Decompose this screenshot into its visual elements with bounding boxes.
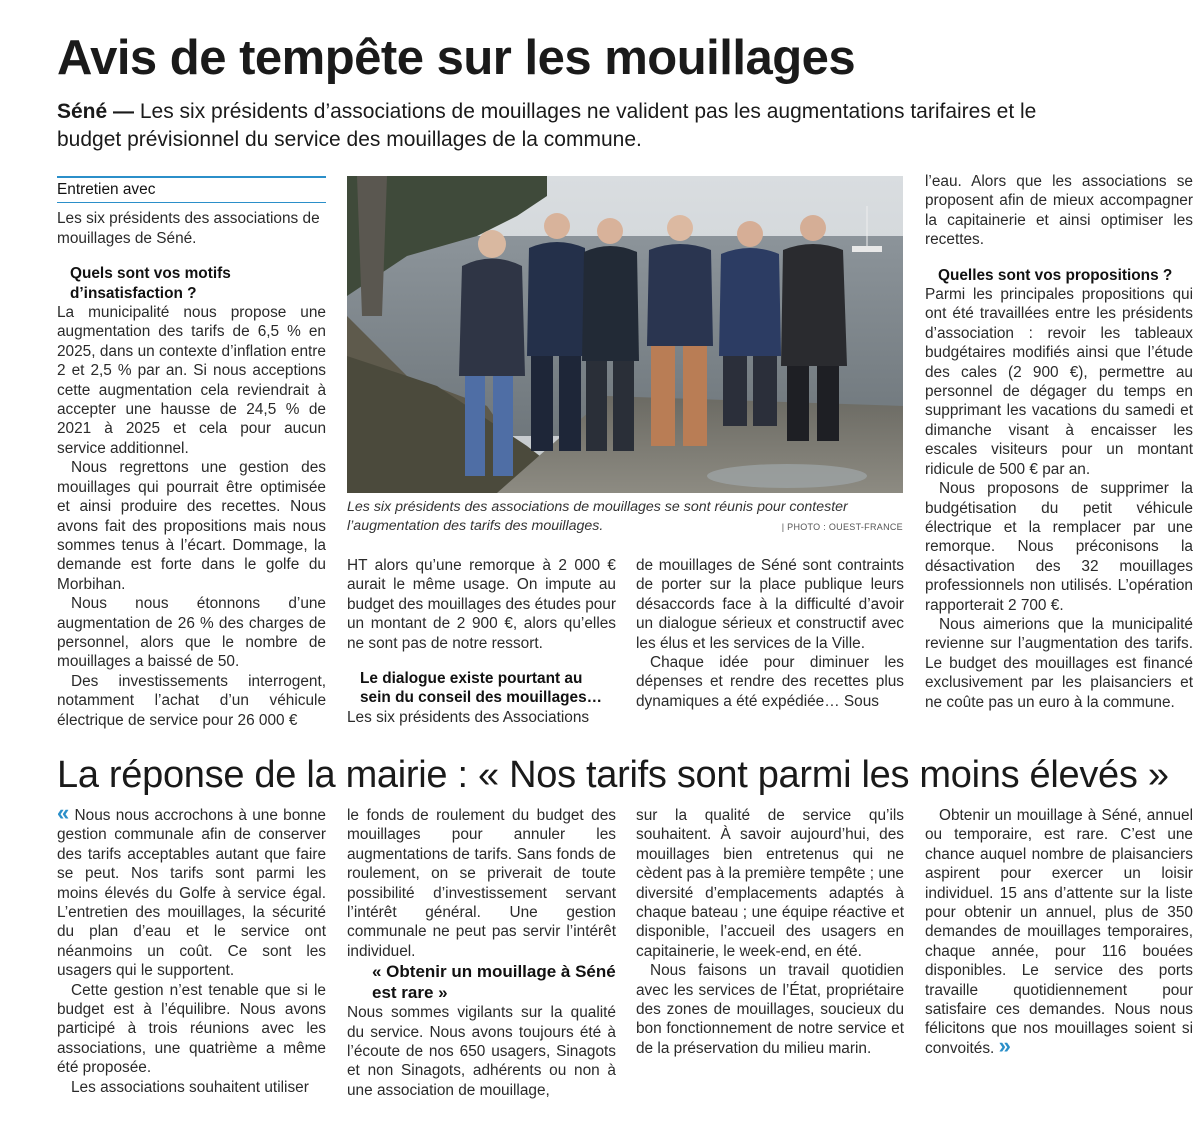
open-quote-icon: « xyxy=(57,800,70,825)
lead-place: Séné — xyxy=(57,100,135,123)
close-quote-icon: » xyxy=(998,1032,1011,1058)
response-paragraph-2: Cette gestion n’est tenable que si le budget est à l’équilibre. Nous avons participé à trois réunions avec les associations, une quatrième a même été proposée. xyxy=(57,981,326,1077)
column-2-paragraph-1: HT alors qu’une remorque à 2 000 € aurait le même usage. On impute au budget des mouillages des études pour un montant de 2 900 €, alors qu’elles ne sont pas de notre ressort. xyxy=(347,557,616,652)
photo-image xyxy=(347,176,903,493)
response-column-2-paragraph-2: Nous sommes vigilants sur la qualité du service. Nous avons toujours été à l’écoute de nos 650 usagers, Sinagots et non Sinagots, adhérents ou non à une association de mouillage, xyxy=(347,1004,616,1099)
response-column-3 xyxy=(636,806,904,1058)
response-headline: La réponse de la mairie : « Nos tarifs sont parmi les moins élevés » xyxy=(57,754,1169,796)
column-4-paragraph-1: l’eau. Alors que les associations se proposent afin de mieux accompagner la capitainerie et ainsi optimiser les recettes. xyxy=(925,173,1193,249)
lead-paragraph xyxy=(57,98,1067,154)
response-column-3-paragraph-1: sur la qualité de service qu’ils souhaitent. À savoir aujourd’hui, des mouillages bien entretenus qui ne cèdent pas à la première tempête ; une diversité d’emplacements adaptés à chaque bateau ; une équipe réactive et disponible, l’accueil des usagers en capitainerie, le week-end, en été. xyxy=(636,807,904,960)
answer-1-paragraph-3: Nous nous étonnons d’une augmentation de 26 % des charges de personnel, alors que le nombre de mouillages a baissé de 50. xyxy=(57,595,326,671)
cropped-next-headline xyxy=(57,1128,1197,1143)
interview-column-1 xyxy=(57,176,326,730)
response-paragraph-1-text: Nous nous accrochons à une bonne gestion communale afin de conserver des tarifs acceptables autant que faire se peut. Nos tarifs sont parmi les moins élevés du Golfe à service égal. L’entretien des mouillages, la sécurité du plan d’eau et le service ont néanmoins un coût. Ce sont les usagers qui le supportent. xyxy=(57,807,326,980)
answer-1-paragraph-4: Des investissements interrogent, notamment l’achat d’un véhicule électrique de service pour 26 000 € xyxy=(57,672,326,729)
column-2-paragraph-2: Les six présidents des Associations xyxy=(347,708,590,726)
response-column-2 xyxy=(347,806,616,1100)
interview-intro: Les six présidents des associations de mouillages de Séné. xyxy=(57,210,320,247)
response-column-4 xyxy=(925,806,1193,1058)
response-subhead: « Obtenir un mouillage à Séné est rare » xyxy=(372,962,616,1003)
answer-1-paragraph-1: La municipalité nous propose une augmentation des tarifs de 6,5 % en 2025, dans un contexte d’inflation entre 2 et 2,5 % par an. Si nous acceptions cette augmentation cela reviendrait à accepter une hausse de 24,5 % de 2021 à 2025 et cela pour aucun service additionnel. xyxy=(57,304,326,457)
photo xyxy=(347,176,903,493)
question-1: Quels sont vos motifs d’insatisfaction ? xyxy=(70,265,231,302)
response-column-4-text: Obtenir un mouillage à Séné, annuel ou temporaire, est rare. C’est une chance auquel nombre de plaisanciers aspirent pour exercer un loisir individuel. 15 ans d’attente sur la liste pour obtenir un annuel, plus de 350 demandes de mouillages temporaires, chaque année, pour 116 bouées disponibles. Le service des ports travaille quotidiennement pour satisfaire ces demandes. Nous nous félicitons que nos mouillages soient si convoités. xyxy=(925,807,1193,1057)
interview-column-4 xyxy=(925,172,1193,712)
response-column-4-paragraph-1 xyxy=(925,806,1193,1058)
column-4-paragraph-2: Parmi les principales propositions qui ont été travaillées entre les présidents d’association : revoir les tableaux budgétaires modifiés ainsi que l’étude des cales (2 900 €), permettre au personnel de dégager du temps en supprimant les vacations du samedi et dimanche visant à encaisser les escales visiteurs pour un montant ridicule de 500 € par an. xyxy=(925,286,1193,478)
question-3: Quelles sont vos propositions ? xyxy=(938,266,1173,284)
interview-column-2 xyxy=(347,556,616,727)
answer-1-paragraph-2: Nous regrettons une gestion des mouillages qui pourrait être optimisée et ainsi produire des recettes. Nous avons fait des propositions mais nous sommes tenus à l’écart. Dommage, la demande est forte dans le golfe du Morbihan. xyxy=(57,459,326,593)
response-column-3-paragraph-2: Nous faisons un travail quotidien avec les services de l’État, propriétaire des zones de mouillages, soucieux du bon fonctionnement de notre service et de la préservation du milieu marin. xyxy=(636,962,904,1057)
interview-column-3 xyxy=(636,556,904,711)
column-3-paragraph-1: de mouillages de Séné sont contraints de porter sur la place publique leurs désaccords face à la difficulté d’avoir un dialogue sérieux et constructif avec les élus et les services de la Ville. xyxy=(636,557,904,652)
question-2: Le dialogue existe pourtant au sein du conseil des mouillages… xyxy=(360,670,603,707)
headline: Avis de tempête sur les mouillages xyxy=(57,31,856,85)
photo-credit: | PHOTO : OUEST-FRANCE xyxy=(781,522,903,532)
response-paragraph-3: Les associations souhaitent utiliser xyxy=(71,1078,309,1096)
lead-text: Les six présidents d’associations de mouillages ne valident pas les augmentations tarifaires et le budget prévisionnel du service des mouillages de la commune. xyxy=(57,100,1037,151)
interview-topic: Entretien avec xyxy=(57,176,326,203)
response-paragraph-1 xyxy=(57,800,326,981)
column-4-paragraph-3: Nous proposons de supprimer la budgétisation du petit véhicule électrique et la remplacer par une remorque. Nous préconisons la désactivation des 32 mouillages professionnels non utilisés. L’opération rapporterait 2 700 €. xyxy=(925,480,1193,614)
response-column-1 xyxy=(57,800,326,1097)
response-column-2-paragraph-1: le fonds de roulement du budget des mouillages pour annuler les augmentations de tarifs. Sans fonds de roulement, on se priverait de toute possibilité d’investissement servant l’intérêt général. Une gestion communale ne peut pas servir l’intérêt individuel. xyxy=(347,807,616,960)
column-4-paragraph-4: Nous aimerions que la municipalité revienne sur l’augmentation des tarifs. Le budget des mouillages est financé exclusivement par les plaisanciers et ne coûte pas un euro à la commune. xyxy=(925,615,1193,711)
photo-caption: Les six présidents des associations de mouillages se sont réunis pour contester l’augmentation des tarifs des mouillages. xyxy=(347,499,848,534)
column-3-paragraph-2: Chaque idée pour diminuer les dépenses et rendre des recettes plus dynamiques a été expédiée… Sous xyxy=(636,654,904,710)
